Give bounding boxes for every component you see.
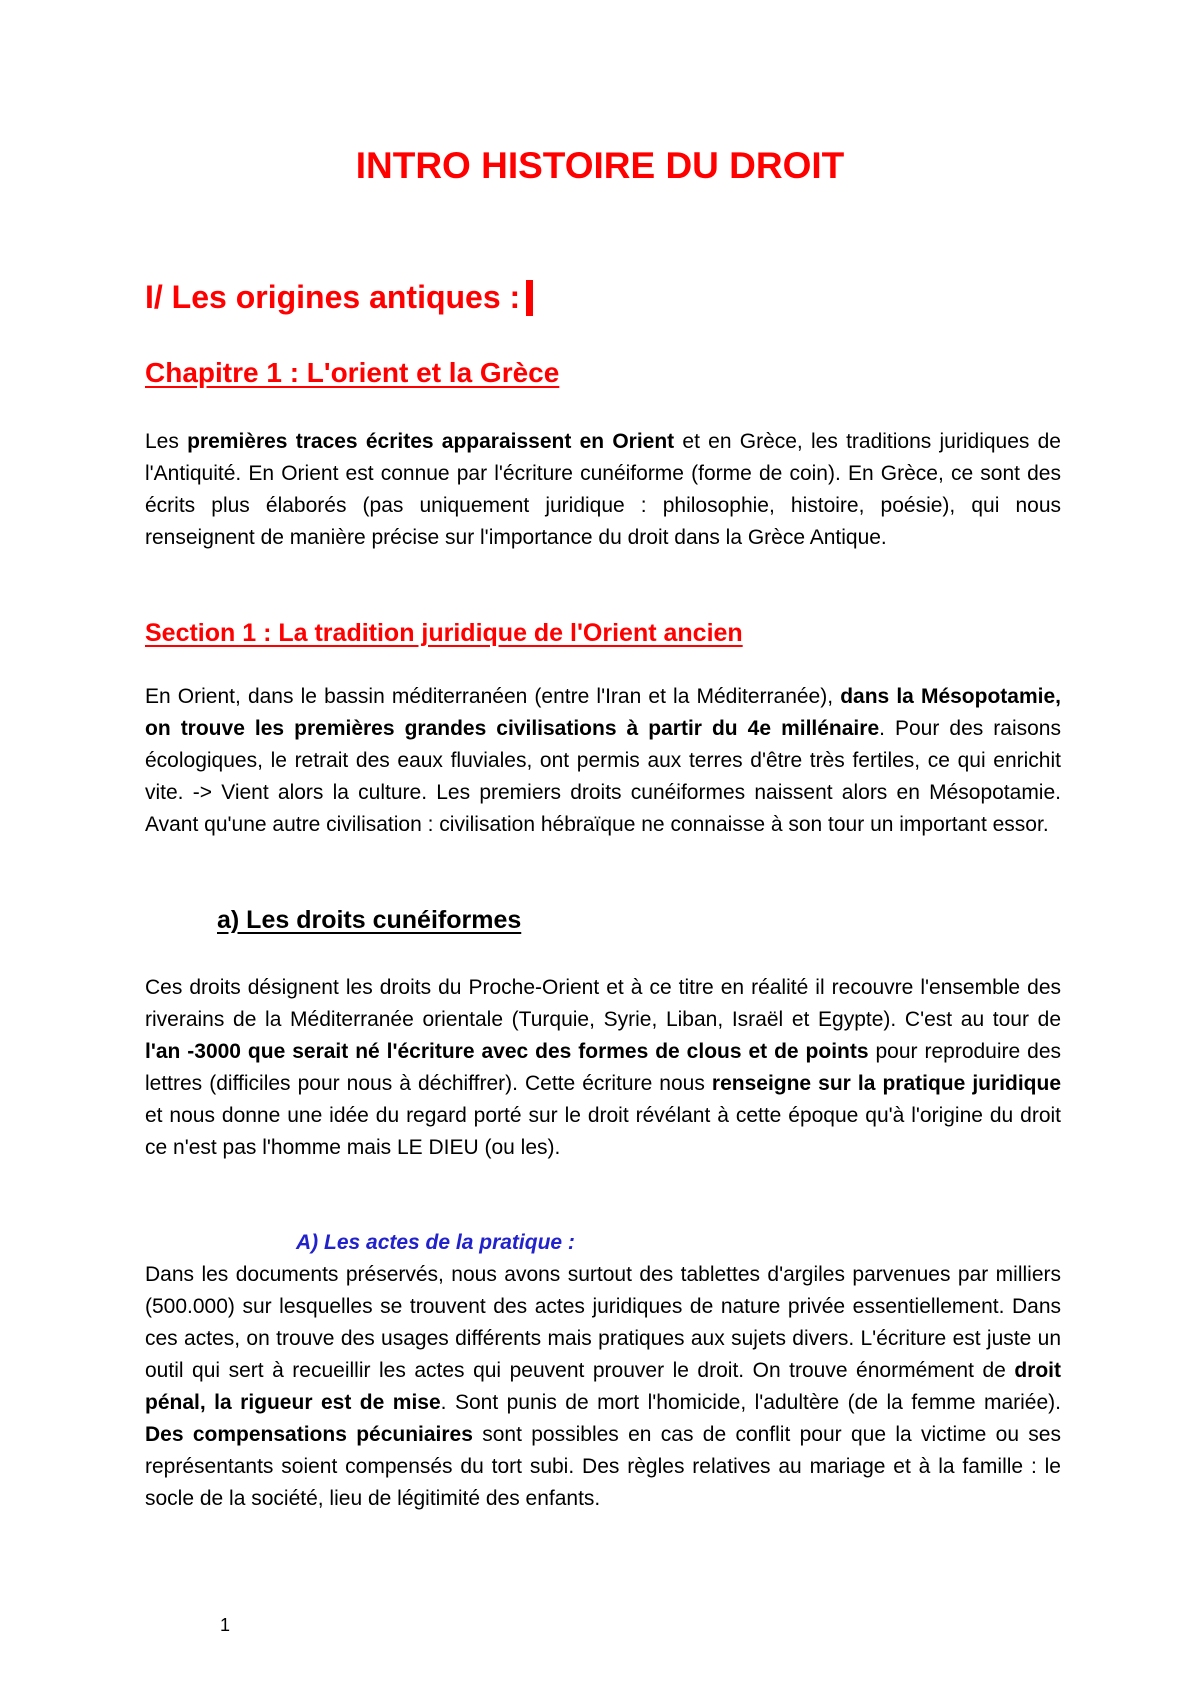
bold-run: Des compensations pécuniaires [145, 1423, 473, 1446]
text-run: . Pour des raisons écologiques, le retrait des eaux fluviales, ont permis aux terres d'être très fertiles, ce qui enrichit vite. -> Vient alors la culture. Les premiers droits cunéiformes naissent alors en Mésopotamie. Avant qu'une autre civilisation : civilisation hébraïque ne connaisse à son tour un important essor. [145, 717, 1061, 836]
part-heading-text: I/ Les origines antiques : [145, 279, 521, 315]
text-run: et nous donne une idée du regard porté sur le droit révélant à cette époque qu'à l'origine du droit ce n'est pas l'homme mais LE DIEU (ou les). [145, 1104, 1061, 1159]
text-run: Les [145, 430, 188, 453]
paragraph-practice [145, 1259, 1061, 1515]
text-run: . Sont punis de mort l'homicide, l'adultère (de la femme mariée). [440, 1391, 1061, 1414]
bold-run: dans la Mésopotamie, on trouve les premières grandes civilisations à partir du 4e millénaire [145, 685, 1061, 740]
paragraph-intro [145, 426, 1061, 554]
text-run: Ces droits désignent les droits du Proche-Orient et à ce titre en réalité il recouvre l'ensemble des riverains de la Méditerranée orientale (Turquie, Syrie, Liban, Israël et Egypte). C'est au tour de [145, 976, 1061, 1031]
subsection-heading: a) Les droits cunéiformes [217, 906, 522, 934]
page-number: 1 [220, 1615, 231, 1635]
text-run: pour reproduire des lettres (difficiles pour nous à déchiffrer). Cette écriture nous [145, 1040, 1061, 1095]
bold-run: l'an -3000 que serait né l'écriture avec des formes de clous et de points [145, 1040, 869, 1063]
paragraph-cuneiform [145, 972, 1061, 1164]
subsubsection-heading: A) Les actes de la pratique : [296, 1231, 575, 1254]
text-cursor-marker [526, 280, 533, 316]
section-heading: Section 1 : La tradition juridique de l'Orient ancien [145, 619, 743, 647]
text-run: Dans les documents préservés, nous avons surtout des tablettes d'argiles parvenues par milliers (500.000) sur lesquelles se trouvent des actes juridiques de nature privée essentiellement. Dans ces actes, on trouve des usages différents mais pratiques aux sujets divers. L'écriture est juste un outil qui sert à recueillir les actes qui peuvent prouver le droit. On trouve énormément de [145, 1263, 1061, 1382]
text-run: sont possibles en cas de conflit pour que la victime ou ses représentants soient compensés du tort subi. Des règles relatives au mariage et à la famille : le socle de la société, lieu de légitimité des enfants. [145, 1423, 1061, 1510]
text-run: En Orient, dans le bassin méditerranéen (entre l'Iran et la Méditerranée), [145, 685, 841, 708]
paragraph-orient [145, 681, 1061, 841]
bold-run: droit pénal, la rigueur est de mise [145, 1359, 1061, 1414]
part-heading [145, 280, 533, 316]
document-title: INTRO HISTOIRE DU DROIT [355, 145, 845, 186]
bold-run: premières traces écrites apparaissent en Orient [187, 430, 675, 453]
bold-run: renseigne sur la pratique juridique [711, 1072, 1061, 1095]
chapter-heading: Chapitre 1 : L'orient et la Grèce [145, 357, 560, 388]
text-run: et en Grèce, les traditions juridiques de l'Antiquité. En Orient est connue par l'écriture cunéiforme (forme de coin). En Grèce, ce sont des écrits plus élaborés (pas uniquement juridique : philosophie, histoire, poésie), qui nous renseignent de manière précise sur l'importance du droit dans la Grèce Antique. [145, 430, 1061, 549]
